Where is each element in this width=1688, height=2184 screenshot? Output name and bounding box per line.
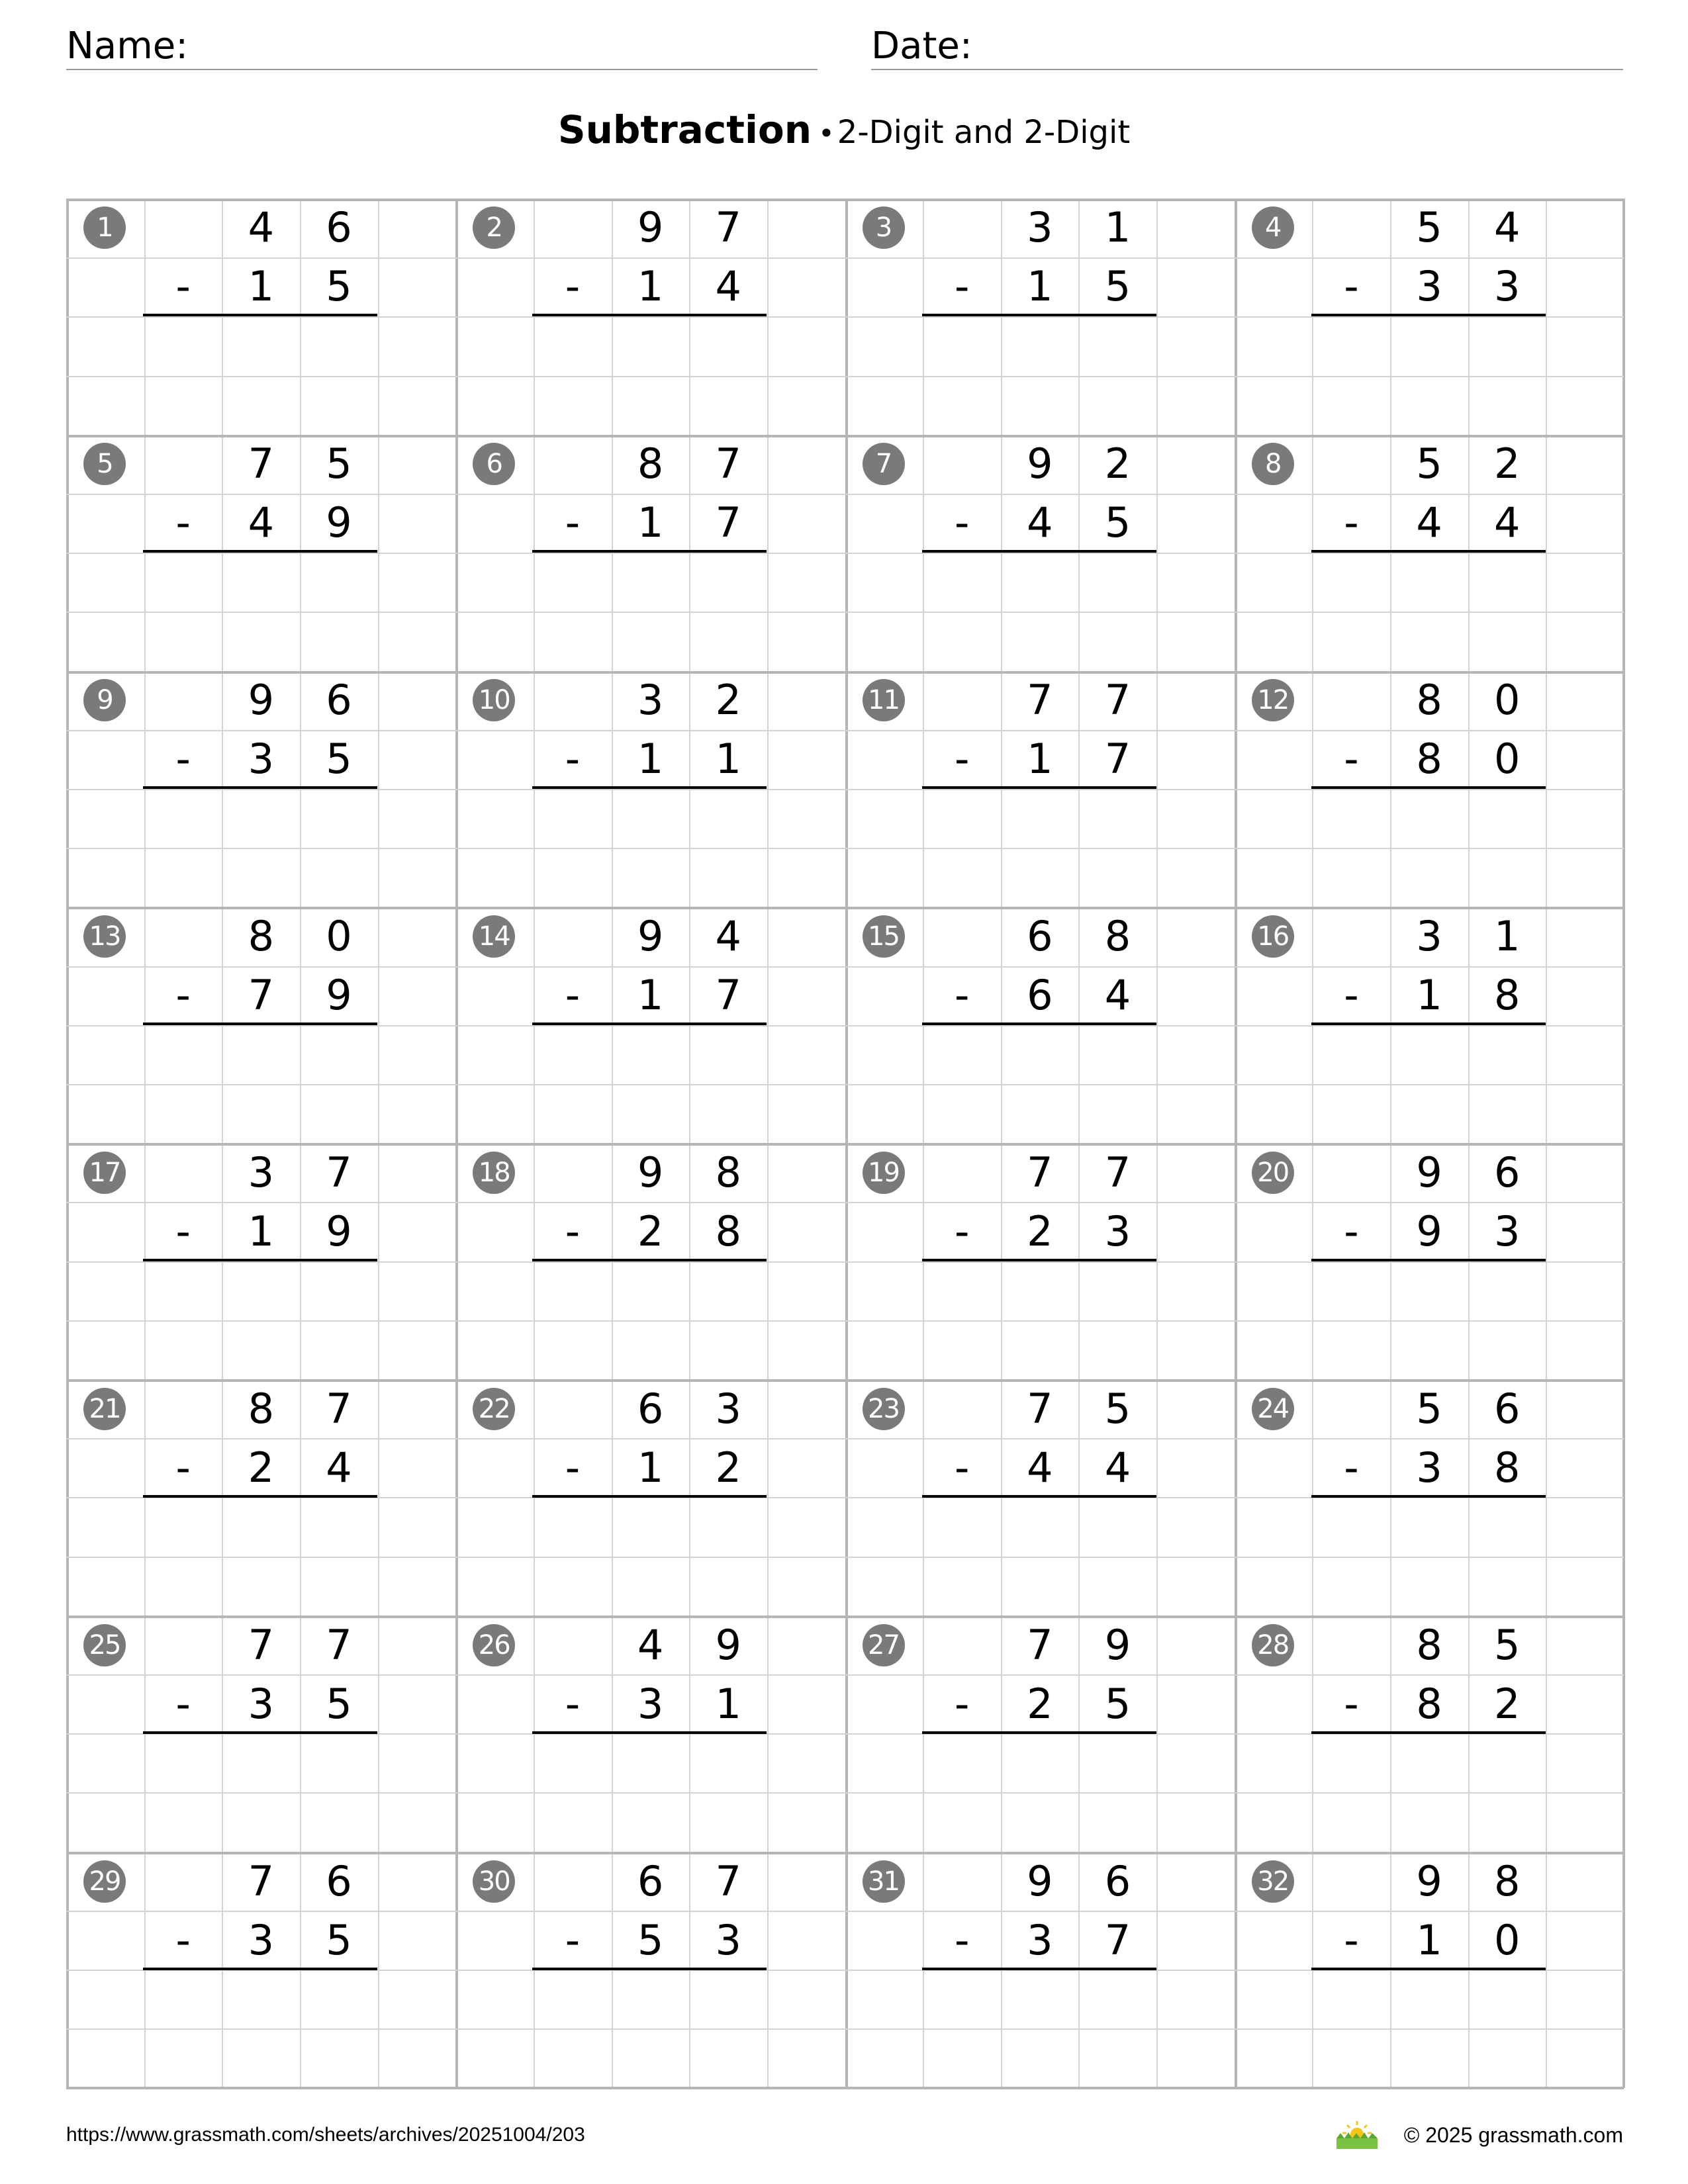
problem-24 — [1235, 1380, 1624, 1616]
subtrahend-tens-digit: 3 — [1027, 1916, 1053, 1965]
subtrahend-tens-digit: 3 — [248, 1680, 275, 1729]
answer-line — [532, 1495, 767, 1498]
minuend-tens-digit: 3 — [1027, 203, 1053, 251]
minuend-ones-digit: 2 — [1104, 439, 1131, 488]
minuend-tens-digit: 9 — [637, 1148, 664, 1197]
problem-4 — [1235, 199, 1624, 435]
name-underline — [66, 69, 818, 70]
minuend-ones-digit: 6 — [326, 1857, 352, 1905]
minuend-tens-digit: 7 — [1027, 676, 1053, 724]
problem-number-badge: 32 — [1252, 1860, 1294, 1903]
minuend-tens-digit: 5 — [1416, 1385, 1442, 1433]
problem-number-badge: 5 — [83, 443, 126, 485]
problem-19 — [845, 1144, 1235, 1380]
minus-sign: - — [1344, 735, 1359, 784]
minuend-ones-digit: 7 — [326, 1621, 352, 1669]
minuend-tens-digit: 9 — [1027, 439, 1053, 488]
answer-line — [532, 1731, 767, 1734]
subtrahend-ones-digit: 0 — [1493, 735, 1521, 784]
problem-13 — [66, 907, 455, 1144]
problem-number-badge: 19 — [863, 1152, 905, 1194]
subtrahend-ones-digit: 8 — [1493, 971, 1521, 1020]
problem-7 — [845, 435, 1235, 671]
subtrahend-ones-digit: 5 — [1104, 1680, 1131, 1729]
minuend-tens-digit: 7 — [248, 1621, 275, 1669]
problem-32 — [1235, 1852, 1624, 2089]
problem-number-badge: 21 — [83, 1388, 126, 1430]
problem-number-badge: 10 — [473, 679, 515, 721]
problem-number-badge: 26 — [473, 1624, 515, 1666]
problem-number-badge: 1 — [83, 206, 126, 249]
answer-line — [922, 1968, 1156, 1970]
problem-grid — [66, 199, 1624, 2088]
minuend-ones-digit: 6 — [1104, 1857, 1131, 1905]
minuend-ones-digit: 8 — [1104, 912, 1131, 960]
minuend-ones-digit: 2 — [715, 676, 741, 724]
minuend-ones-digit: 7 — [715, 439, 741, 488]
minus-sign: - — [565, 1916, 581, 1965]
problem-18 — [455, 1144, 845, 1380]
subtrahend-tens-digit: 1 — [637, 971, 664, 1020]
minuend-ones-digit: 8 — [715, 1148, 741, 1197]
title-subtitle: 2-Digit and 2-Digit — [837, 114, 1131, 151]
subtrahend-tens-digit: 2 — [248, 1443, 275, 1492]
date-label: Date: — [871, 24, 972, 68]
problem-number-badge: 27 — [863, 1624, 905, 1666]
problem-10 — [455, 671, 845, 907]
problem-25 — [66, 1616, 455, 1852]
problem-number-badge: 28 — [1252, 1624, 1294, 1666]
answer-line — [1311, 550, 1546, 553]
subtrahend-tens-digit: 1 — [1027, 262, 1053, 311]
subtrahend-ones-digit: 2 — [1493, 1680, 1521, 1729]
answer-line — [922, 314, 1156, 316]
minuend-ones-digit: 7 — [715, 203, 741, 251]
problem-26 — [455, 1616, 845, 1852]
subtrahend-tens-digit: 4 — [1027, 1443, 1053, 1492]
answer-line — [143, 1259, 377, 1261]
subtrahend-tens-digit: 3 — [1416, 262, 1442, 311]
minus-sign: - — [565, 1680, 581, 1729]
answer-line — [1311, 1495, 1546, 1498]
minuend-tens-digit: 7 — [248, 439, 275, 488]
answer-line — [532, 1968, 767, 1970]
minus-sign: - — [954, 1916, 970, 1965]
subtrahend-ones-digit: 5 — [1104, 498, 1131, 547]
grass-sun-logo-icon — [1334, 2120, 1380, 2150]
minuend-ones-digit: 0 — [1493, 676, 1521, 724]
minuend-tens-digit: 8 — [1416, 676, 1442, 724]
subtrahend-ones-digit: 4 — [1104, 971, 1131, 1020]
minuend-tens-digit: 7 — [1027, 1621, 1053, 1669]
footer-brand — [1334, 2116, 1623, 2154]
problem-number-badge: 20 — [1252, 1152, 1294, 1194]
problem-number-badge: 9 — [83, 679, 126, 721]
subtrahend-ones-digit: 3 — [715, 1916, 741, 1965]
minus-sign: - — [175, 735, 191, 784]
minus-sign: - — [1344, 1207, 1359, 1256]
subtrahend-ones-digit: 9 — [326, 498, 352, 547]
answer-line — [532, 550, 767, 553]
minus-sign: - — [565, 971, 581, 1020]
minus-sign: - — [1344, 971, 1359, 1020]
subtrahend-tens-digit: 8 — [1416, 735, 1442, 784]
problem-1 — [66, 199, 455, 435]
minuend-tens-digit: 7 — [1027, 1385, 1053, 1433]
subtrahend-ones-digit: 2 — [715, 1443, 741, 1492]
answer-line — [143, 786, 377, 789]
minus-sign: - — [565, 735, 581, 784]
problem-30 — [455, 1852, 845, 2089]
minuend-ones-digit: 6 — [1493, 1148, 1521, 1197]
problem-number-badge: 7 — [863, 443, 905, 485]
problem-23 — [845, 1380, 1235, 1616]
subtrahend-tens-digit: 1 — [637, 498, 664, 547]
minuend-tens-digit: 6 — [637, 1385, 664, 1433]
problem-number-badge: 29 — [83, 1860, 126, 1903]
subtrahend-ones-digit: 4 — [715, 262, 741, 311]
problem-12 — [1235, 671, 1624, 907]
minuend-ones-digit: 7 — [1104, 676, 1131, 724]
minuend-tens-digit: 4 — [637, 1621, 664, 1669]
minus-sign: - — [954, 1443, 970, 1492]
minus-sign: - — [565, 1443, 581, 1492]
problem-31 — [845, 1852, 1235, 2089]
answer-line — [1311, 786, 1546, 789]
answer-line — [922, 1731, 1156, 1734]
minuend-tens-digit: 9 — [1027, 1857, 1053, 1905]
problem-number-badge: 3 — [863, 206, 905, 249]
problem-11 — [845, 671, 1235, 907]
minuend-tens-digit: 6 — [637, 1857, 664, 1905]
minus-sign: - — [1344, 262, 1359, 311]
subtrahend-ones-digit: 4 — [1493, 498, 1521, 547]
answer-line — [143, 1495, 377, 1498]
subtrahend-ones-digit: 7 — [715, 971, 741, 1020]
minuend-ones-digit: 5 — [1493, 1621, 1521, 1669]
problem-14 — [455, 907, 845, 1144]
minus-sign: - — [954, 262, 970, 311]
minuend-ones-digit: 2 — [1493, 439, 1521, 488]
minuend-tens-digit: 3 — [1416, 912, 1442, 960]
minuend-tens-digit: 7 — [1027, 1148, 1053, 1197]
minuend-ones-digit: 7 — [326, 1148, 352, 1197]
subtrahend-ones-digit: 0 — [1493, 1916, 1521, 1965]
problem-20 — [1235, 1144, 1624, 1380]
problem-number-badge: 8 — [1252, 443, 1294, 485]
answer-line — [143, 1023, 377, 1025]
answer-line — [143, 314, 377, 316]
problem-number-badge: 24 — [1252, 1388, 1294, 1430]
minuend-tens-digit: 8 — [1416, 1621, 1442, 1669]
problem-22 — [455, 1380, 845, 1616]
minuend-tens-digit: 9 — [637, 203, 664, 251]
name-label: Name: — [66, 24, 189, 68]
problem-number-badge: 12 — [1252, 679, 1294, 721]
answer-line — [1311, 1968, 1546, 1970]
minuend-ones-digit: 0 — [326, 912, 352, 960]
minuend-tens-digit: 5 — [1416, 203, 1442, 251]
minus-sign: - — [175, 1207, 191, 1256]
minus-sign: - — [565, 1207, 581, 1256]
answer-line — [1311, 1023, 1546, 1025]
subtrahend-ones-digit: 7 — [715, 498, 741, 547]
subtrahend-ones-digit: 3 — [1104, 1207, 1131, 1256]
answer-line — [532, 786, 767, 789]
subtrahend-ones-digit: 9 — [326, 971, 352, 1020]
problem-16 — [1235, 907, 1624, 1144]
minus-sign: - — [1344, 1916, 1359, 1965]
subtrahend-tens-digit: 3 — [637, 1680, 664, 1729]
problem-number-badge: 31 — [863, 1860, 905, 1903]
answer-line — [143, 550, 377, 553]
minus-sign: - — [565, 262, 581, 311]
minuend-ones-digit: 1 — [1493, 912, 1521, 960]
minuend-ones-digit: 4 — [1493, 203, 1521, 251]
subtrahend-tens-digit: 4 — [1416, 498, 1442, 547]
minuend-tens-digit: 9 — [1416, 1148, 1442, 1197]
minuend-tens-digit: 8 — [248, 912, 275, 960]
minuend-ones-digit: 3 — [715, 1385, 741, 1433]
minuend-tens-digit: 4 — [248, 203, 275, 251]
subtrahend-ones-digit: 1 — [715, 735, 741, 784]
minus-sign: - — [175, 1443, 191, 1492]
answer-line — [922, 1495, 1156, 1498]
subtrahend-ones-digit: 5 — [326, 735, 352, 784]
minuend-ones-digit: 9 — [715, 1621, 741, 1669]
subtrahend-tens-digit: 2 — [1027, 1207, 1053, 1256]
answer-line — [922, 786, 1156, 789]
subtrahend-ones-digit: 5 — [1104, 262, 1131, 311]
subtrahend-tens-digit: 5 — [637, 1916, 664, 1965]
problem-27 — [845, 1616, 1235, 1852]
subtrahend-ones-digit: 8 — [715, 1207, 741, 1256]
problem-number-badge: 23 — [863, 1388, 905, 1430]
answer-line — [143, 1968, 377, 1970]
subtrahend-ones-digit: 7 — [1104, 1916, 1131, 1965]
minus-sign: - — [175, 971, 191, 1020]
problem-15 — [845, 907, 1235, 1144]
answer-line — [922, 1023, 1156, 1025]
subtrahend-ones-digit: 7 — [1104, 735, 1131, 784]
problem-21 — [66, 1380, 455, 1616]
subtrahend-tens-digit: 6 — [1027, 971, 1053, 1020]
minuend-tens-digit: 5 — [1416, 439, 1442, 488]
subtrahend-tens-digit: 1 — [1416, 971, 1442, 1020]
minuend-tens-digit: 8 — [637, 439, 664, 488]
answer-line — [922, 1259, 1156, 1261]
minuend-tens-digit: 8 — [248, 1385, 275, 1433]
date-underline — [871, 69, 1623, 70]
minuend-ones-digit: 6 — [326, 203, 352, 251]
minuend-ones-digit: 5 — [1104, 1385, 1131, 1433]
problem-3 — [845, 199, 1235, 435]
minuend-ones-digit: 8 — [1493, 1857, 1521, 1905]
minuend-tens-digit: 9 — [1416, 1857, 1442, 1905]
subtrahend-ones-digit: 3 — [1493, 262, 1521, 311]
problem-number-badge: 18 — [473, 1152, 515, 1194]
minus-sign: - — [175, 1916, 191, 1965]
minus-sign: - — [954, 1207, 970, 1256]
worksheet-title — [0, 106, 1688, 158]
minuend-ones-digit: 6 — [326, 676, 352, 724]
minus-sign: - — [1344, 498, 1359, 547]
subtrahend-tens-digit: 2 — [1027, 1680, 1053, 1729]
minuend-tens-digit: 9 — [248, 676, 275, 724]
minuend-tens-digit: 3 — [637, 676, 664, 724]
minuend-ones-digit: 7 — [1104, 1148, 1131, 1197]
subtrahend-ones-digit: 8 — [1493, 1443, 1521, 1492]
subtrahend-tens-digit: 7 — [248, 971, 275, 1020]
date-field[interactable] — [871, 24, 1623, 69]
subtrahend-ones-digit: 1 — [715, 1680, 741, 1729]
minuend-ones-digit: 5 — [326, 439, 352, 488]
minuend-ones-digit: 6 — [1493, 1385, 1521, 1433]
subtrahend-tens-digit: 4 — [248, 498, 275, 547]
answer-line — [1311, 1259, 1546, 1261]
answer-line — [1311, 1731, 1546, 1734]
minuend-tens-digit: 7 — [248, 1857, 275, 1905]
footer-copyright: © 2025 grassmath.com — [1403, 2122, 1623, 2147]
minuend-tens-digit: 9 — [637, 912, 664, 960]
minuend-ones-digit: 4 — [715, 912, 741, 960]
subtrahend-tens-digit: 8 — [1416, 1680, 1442, 1729]
problem-number-badge: 30 — [473, 1860, 515, 1903]
subtrahend-tens-digit: 2 — [637, 1207, 664, 1256]
answer-line — [143, 1731, 377, 1734]
minus-sign: - — [175, 262, 191, 311]
subtrahend-ones-digit: 3 — [1493, 1207, 1521, 1256]
problem-number-badge: 6 — [473, 443, 515, 485]
subtrahend-tens-digit: 1 — [1027, 735, 1053, 784]
minus-sign: - — [565, 498, 581, 547]
problem-number-badge: 25 — [83, 1624, 126, 1666]
name-field[interactable] — [66, 24, 818, 69]
subtrahend-tens-digit: 3 — [1416, 1443, 1442, 1492]
problem-number-badge: 14 — [473, 915, 515, 958]
minus-sign: - — [1344, 1443, 1359, 1492]
subtrahend-tens-digit: 1 — [637, 1443, 664, 1492]
subtrahend-ones-digit: 4 — [326, 1443, 352, 1492]
subtrahend-ones-digit: 5 — [326, 1680, 352, 1729]
answer-line — [1311, 314, 1546, 316]
subtrahend-ones-digit: 4 — [1104, 1443, 1131, 1492]
answer-line — [922, 550, 1156, 553]
subtrahend-tens-digit: 9 — [1416, 1207, 1442, 1256]
subtrahend-ones-digit: 5 — [326, 1916, 352, 1965]
problem-number-badge: 22 — [473, 1388, 515, 1430]
minuend-ones-digit: 1 — [1104, 203, 1131, 251]
problem-number-badge: 4 — [1252, 206, 1294, 249]
subtrahend-tens-digit: 1 — [637, 735, 664, 784]
problem-number-badge: 15 — [863, 915, 905, 958]
answer-line — [532, 314, 767, 316]
subtrahend-tens-digit: 1 — [637, 262, 664, 311]
problem-number-badge: 13 — [83, 915, 126, 958]
title-bullet: • — [818, 117, 835, 150]
answer-line — [532, 1259, 767, 1261]
footer-url[interactable]: https://www.grassmath.com/sheets/archives/20251004/203 — [66, 2124, 585, 2146]
minuend-ones-digit: 7 — [715, 1857, 741, 1905]
subtrahend-tens-digit: 3 — [248, 735, 275, 784]
problem-number-badge: 11 — [863, 679, 905, 721]
problem-29 — [66, 1852, 455, 2089]
problem-5 — [66, 435, 455, 671]
minus-sign: - — [954, 1680, 970, 1729]
minus-sign: - — [175, 498, 191, 547]
minus-sign: - — [954, 735, 970, 784]
problem-2 — [455, 199, 845, 435]
minus-sign: - — [175, 1680, 191, 1729]
minus-sign: - — [1344, 1680, 1359, 1729]
minuend-ones-digit: 7 — [326, 1385, 352, 1433]
answer-line — [532, 1023, 767, 1025]
minuend-tens-digit: 3 — [248, 1148, 275, 1197]
title-main: Subtraction — [557, 107, 812, 152]
minuend-tens-digit: 6 — [1027, 912, 1053, 960]
subtrahend-tens-digit: 4 — [1027, 498, 1053, 547]
problem-9 — [66, 671, 455, 907]
subtrahend-tens-digit: 1 — [248, 262, 275, 311]
problem-6 — [455, 435, 845, 671]
problem-number-badge: 16 — [1252, 915, 1294, 958]
subtrahend-tens-digit: 1 — [1416, 1916, 1442, 1965]
problem-28 — [1235, 1616, 1624, 1852]
minuend-ones-digit: 9 — [1104, 1621, 1131, 1669]
problem-number-badge: 17 — [83, 1152, 126, 1194]
subtrahend-tens-digit: 1 — [248, 1207, 275, 1256]
minus-sign: - — [954, 498, 970, 547]
subtrahend-ones-digit: 5 — [326, 262, 352, 311]
subtrahend-tens-digit: 3 — [248, 1916, 275, 1965]
minus-sign: - — [954, 971, 970, 1020]
subtrahend-ones-digit: 9 — [326, 1207, 352, 1256]
problem-17 — [66, 1144, 455, 1380]
problem-8 — [1235, 435, 1624, 671]
problem-number-badge: 2 — [473, 206, 515, 249]
